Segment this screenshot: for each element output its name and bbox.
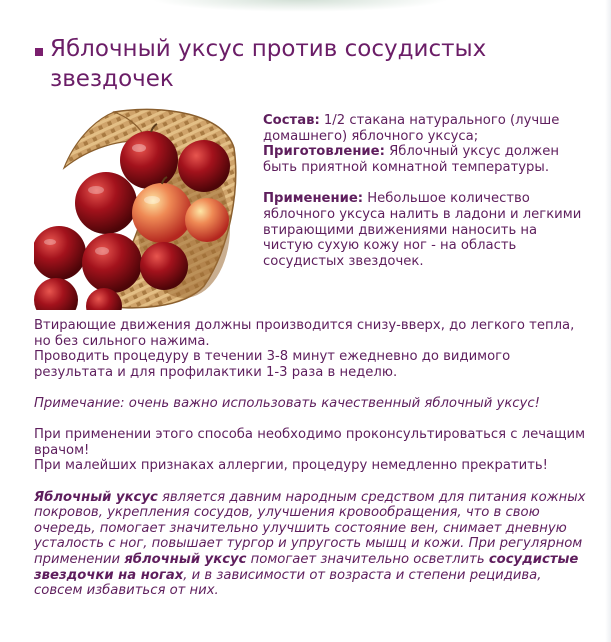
preparation-paragraph	[263, 144, 583, 175]
warning-line-2: При малейших признаках аллергии, процедуру немедленно прекратить!	[34, 458, 548, 474]
summary-bold-2: яблочный уксус	[124, 551, 247, 567]
title-block	[26, 34, 586, 94]
summary-bold-1: Яблочный уксус	[34, 489, 158, 505]
title-bullet-icon	[35, 48, 43, 56]
application-text: Небольшое количество яблочного уксуса налить в ладони и легкими втирающими движениями наносить на чистую сухую кожу ног - на область сосудистых звездочек.	[263, 191, 582, 269]
instructions-line-1: Втирающие движения должны производится снизу-вверх, до легкого тепла, но без сильного нажима.	[34, 318, 575, 349]
summary-bold-3: сосудистые звездочки на ногах	[34, 551, 579, 583]
preparation-label: Приготовление:	[263, 144, 385, 160]
composition-text: 1/2 стакана натурального (лучше домашнего) яблочного уксуса;	[263, 113, 560, 144]
preparation-text: Яблочный уксус должен быть приятной комнатной температуры.	[263, 144, 559, 175]
application-label: Применение:	[263, 191, 364, 207]
warning-line-1: При применении этого способа необходимо проконсультироваться с лечащим врачом!	[34, 427, 586, 458]
application-paragraph	[263, 191, 583, 269]
composition-label: Состав:	[263, 113, 320, 128]
summary-paragraph	[34, 490, 590, 599]
recipe-block	[263, 113, 583, 269]
apple-basket-image	[34, 108, 237, 310]
page-title: Яблочный уксус против сосудистых звездочек	[50, 36, 487, 92]
article-body	[34, 318, 590, 599]
summary-text-1: является давним народным средством для питания кожных покровов, укрепления сосудов, улучшения кровообращения, что в свою очередь, помогает значительно улучшить состояние вен, снимает дневную усталость с ног, повышает тургор и упругость мышц и кожи. При регулярном применении	[34, 489, 586, 567]
summary-text-2: помогает значительно осветлить	[246, 551, 489, 567]
summary-text-3: , и в зависимости от возраста и степени рецидива, совсем избавиться от них.	[34, 567, 542, 599]
note-text: Примечание: очень важно использовать качественный яблочный уксус!	[34, 395, 540, 411]
composition-paragraph	[263, 113, 583, 144]
instructions-line-2: Проводить процедуру в течении 3-8 минут ежедневно до видимого результата и для профилактики 1-3 раза в неделю.	[34, 349, 511, 380]
